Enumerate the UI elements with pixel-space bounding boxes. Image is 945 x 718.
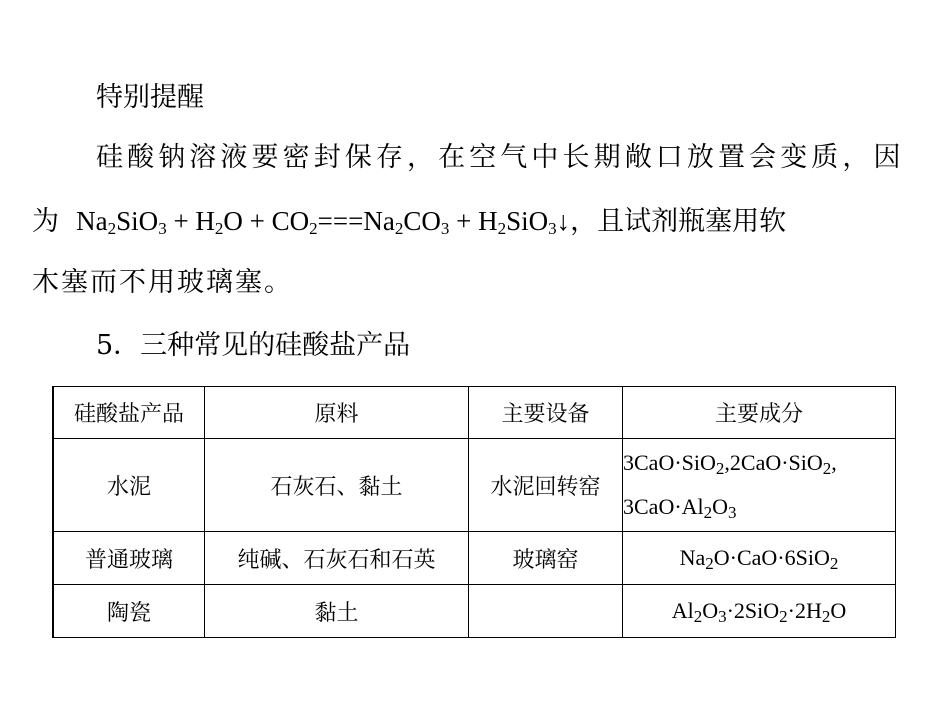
table-row (53, 585, 896, 638)
cell-material: 纯碱、石灰石和石英 (205, 532, 469, 585)
cell-equipment (469, 585, 623, 638)
component-line: 3CaO·SiO$_2$,2CaO·SiO$_2$, (623, 450, 837, 478)
chemical-equation: $Na_2SiO_3 + H_2O + CO_2===Na_2CO_3$ + $H_2SiO_3↓$ (76, 206, 571, 238)
paragraph-line-2-lead: 为 (32, 206, 59, 237)
header-cell-equipment: 主要设备 (469, 387, 623, 439)
paragraph-line-2-tail: ，且试剂瓶塞用软 (570, 206, 787, 237)
cell-component: $Na_2O\cdot CaO\cdot 6SiO_2$ (623, 532, 896, 585)
cell-component (623, 439, 896, 532)
header-cell-component: 主要成分 (623, 387, 896, 439)
silicate-products-table (52, 386, 896, 638)
paragraph-line-1: 硅酸钠溶液要密封保存，在空气中长期敞口放置会变质，因 (96, 142, 905, 173)
section-title: 5．三种常见的硅酸盐产品 (96, 330, 411, 361)
cell-product: 水泥 (53, 439, 205, 532)
table-header-row (53, 387, 896, 439)
header-cell-material: 原料 (205, 387, 469, 439)
table-row (53, 532, 896, 585)
cell-equipment: 玻璃窑 (469, 532, 623, 585)
table-row (53, 439, 896, 532)
cell-component: $Al_2O_3\cdot 2SiO_2\cdot 2H_2O$ (623, 585, 896, 638)
cell-equipment: 水泥回转窑 (469, 439, 623, 532)
component-line: $3CaO\cdot Al_2O_3$ (623, 494, 737, 522)
section-heading: 特别提醒 (96, 82, 204, 113)
cell-material: 石灰石、黏土 (205, 439, 469, 532)
paragraph-line-3: 木塞而不用玻璃塞。 (32, 267, 293, 298)
cell-product: 普通玻璃 (53, 532, 205, 585)
cell-product: 陶瓷 (53, 585, 205, 638)
cell-material: 黏土 (205, 585, 469, 638)
paragraph-line-2 (32, 203, 786, 240)
header-cell-product: 硅酸盐产品 (53, 387, 205, 439)
